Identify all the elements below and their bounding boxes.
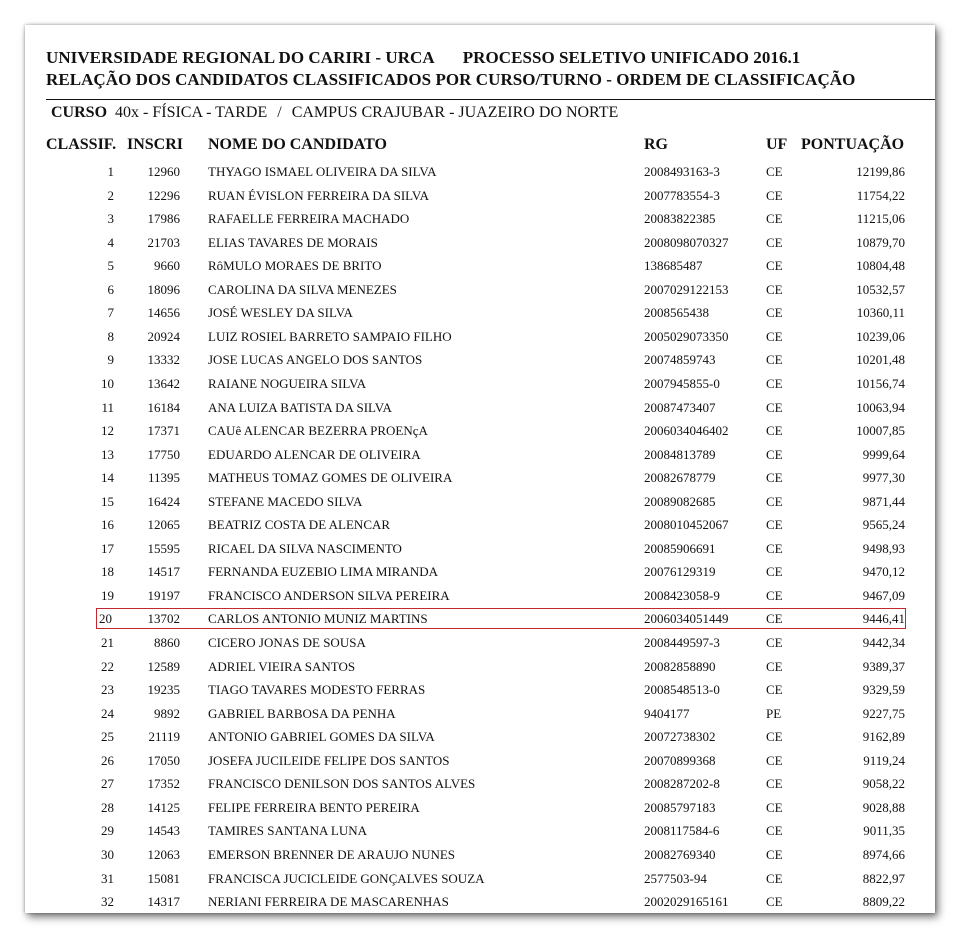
cell-pontuacao: 9162,89 [862,729,905,745]
table-row [25,185,935,208]
cell-pontuacao: 10879,70 [856,234,905,250]
cell-pontuacao: 9565,24 [862,517,905,533]
cell-pontuacao: 9058,22 [862,776,905,792]
cell-rg: 2008548513-0 [644,682,720,698]
cell-nome: STEFANE MACEDO SILVA [208,493,363,509]
cell-inscri: 12960 [147,164,180,179]
col-rg: RG [644,136,668,153]
table-row [25,444,935,467]
cell-pontuacao: 11754,22 [856,187,905,203]
cell-nome: CAROLINA DA SILVA MENEZES [208,281,397,297]
cell-nome: JOSE LUCAS ANGELO DOS SANTOS [208,352,423,368]
cell-nome: CAUê ALENCAR BEZERRA PROENçA [208,423,428,439]
cell-inscri: 12589 [147,658,180,674]
cell-pontuacao: 8974,66 [862,846,905,862]
cell-pontuacao: 10201,48 [856,352,905,368]
cell-classif: 8 [107,328,114,344]
cell-uf: PE [766,705,782,721]
cell-classif: 16 [101,517,114,533]
col-uf: UF [766,136,788,153]
table-row [25,797,935,820]
cell-pontuacao: 9028,88 [862,799,905,815]
table-row [25,514,935,537]
cell-uf: CE [766,187,783,203]
cell-classif: 11 [101,399,114,415]
cell-nome: THYAGO ISMAEL OLIVEIRA DA SILVA [208,164,437,179]
cell-uf: CE [766,776,783,792]
cell-nome: ADRIEL VIEIRA SANTOS [208,658,356,674]
cell-inscri: 14543 [147,823,180,839]
cell-nome: ANTONIO GABRIEL GOMES DA SILVA [208,729,435,745]
cell-nome: GABRIEL BARBOSA DA PENHA [208,705,396,721]
cell-rg: 2007945855-0 [644,375,720,391]
cell-inscri: 12065 [147,517,180,533]
cell-rg: 2008423058-9 [644,587,720,603]
header-divider [46,99,935,100]
cell-inscri: 17986 [147,211,180,227]
cell-rg: 2008493163-3 [644,164,720,179]
table-row [25,679,935,702]
cell-pontuacao: 9999,64 [862,446,905,462]
document-title [46,47,855,91]
list-subtitle: RELAÇÃO DOS CANDIDATOS CLASSIFICADOS POR CURSO/TURNO - ORDEM DE CLASSIFICAÇÃO [46,70,856,89]
table-row [25,208,935,231]
cell-inscri: 14125 [147,799,180,815]
table-row [25,467,935,490]
cell-pontuacao: 10804,48 [856,258,905,274]
cell-pontuacao: 10360,11 [856,305,905,321]
cell-nome: FELIPE FERREIRA BENTO PEREIRA [208,799,420,815]
cell-rg: 20089082685 [644,493,716,509]
cell-nome: FRANCISCO ANDERSON SILVA PEREIRA [208,587,450,603]
cell-classif: 32 [101,894,114,910]
cell-nome: RôMULO MORAES DE BRITO [208,258,382,274]
course-separator: / [277,104,282,121]
cell-rg: 2008010452067 [644,517,729,533]
cell-uf: CE [766,658,783,674]
cell-pontuacao: 9871,44 [862,493,905,509]
cell-rg: 2577503-94 [644,870,707,886]
cell-nome: RAFAELLE FERREIRA MACHADO [208,211,410,227]
table-row [25,302,935,325]
cell-inscri: 21119 [148,729,180,745]
table-row [25,656,935,679]
cell-uf: CE [766,752,783,768]
cell-inscri: 16424 [147,493,180,509]
cell-pontuacao: 9389,37 [862,658,905,674]
cell-rg: 20070899368 [644,752,716,768]
cell-rg: 2008098070327 [644,234,729,250]
cell-uf: CE [766,611,783,627]
cell-nome: RUAN ÉVISLON FERREIRA DA SILVA [208,187,430,203]
cell-nome: JOSEFA JUCILEIDE FELIPE DOS SANTOS [208,752,450,768]
cell-uf: CE [766,399,783,415]
cell-classif: 3 [107,211,114,227]
cell-uf: CE [766,799,783,815]
cell-rg: 2008565438 [644,305,709,321]
col-pontuacao: PONTUAÇÃO [801,136,905,153]
col-inscri: INSCRI [127,136,184,153]
table-row [25,538,935,561]
cell-classif: 19 [101,587,114,603]
cell-uf: CE [766,281,783,297]
cell-inscri: 12063 [147,846,180,862]
cell-uf: CE [766,211,783,227]
course-info [51,104,618,122]
cell-inscri: 17371 [147,423,180,439]
cell-uf: CE [766,587,783,603]
cell-nome: BEATRIZ COSTA DE ALENCAR [208,517,391,533]
cell-classif: 29 [101,823,114,839]
cell-rg: 9404177 [644,705,690,721]
campus-name: CAMPUS CRAJUBAR - JUAZEIRO DO NORTE [291,104,619,121]
cell-inscri: 9660 [154,258,180,274]
cell-uf: CE [766,870,783,886]
cell-classif: 21 [101,635,114,650]
cell-nome: TAMIRES SANTANA LUNA [208,823,367,839]
cell-uf: CE [766,682,783,698]
cell-rg: 20083822385 [644,211,716,227]
cell-classif: 4 [107,234,114,250]
table-row [25,585,935,608]
table-row [25,820,935,843]
table-row [25,255,935,278]
cell-nome: MATHEUS TOMAZ GOMES DE OLIVEIRA [208,470,453,486]
cell-inscri: 15595 [147,540,180,556]
cell-classif: 14 [101,470,114,486]
cell-rg: 2006034051449 [644,611,729,627]
cell-classif: 24 [101,705,114,721]
table-row-highlighted [25,608,935,631]
table-row [25,632,935,655]
cell-nome: CICERO JONAS DE SOUSA [208,635,366,650]
table-row [25,326,935,349]
cell-pontuacao: 9977,30 [862,470,905,486]
cell-inscri: 9892 [154,705,180,721]
cell-inscri: 12296 [147,187,180,203]
cell-uf: CE [766,446,783,462]
cell-pontuacao: 10156,74 [856,375,905,391]
cell-pontuacao: 9498,93 [862,540,905,556]
cell-rg: 2008287202-8 [644,776,720,792]
cell-pontuacao: 10063,94 [856,399,905,415]
cell-pontuacao: 9446,41 [862,611,905,627]
cell-rg: 20076129319 [644,564,716,580]
cell-inscri: 14517 [147,564,180,580]
cell-inscri: 19197 [147,587,180,603]
cell-uf: CE [766,894,783,910]
cell-uf: CE [766,846,783,862]
cell-rg: 20082769340 [644,846,716,862]
table-row [25,279,935,302]
cell-uf: CE [766,305,783,321]
cell-rg: 20082858890 [644,658,716,674]
cell-nome: JOSÉ WESLEY DA SILVA [208,305,353,321]
cell-rg: 20082678779 [644,470,716,486]
cell-pontuacao: 9227,75 [862,705,905,721]
cell-nome: RAIANE NOGUEIRA SILVA [208,375,367,391]
cell-classif: 18 [101,564,114,580]
cell-nome: FERNANDA EUZEBIO LIMA MIRANDA [208,564,439,580]
cell-inscri: 17750 [147,446,180,462]
cell-rg: 20084813789 [644,446,716,462]
cell-uf: CE [766,328,783,344]
table-row [25,726,935,749]
cell-inscri: 14656 [147,305,180,321]
cell-inscri: 14317 [147,894,180,910]
cell-uf: CE [766,258,783,274]
cell-nome: EDUARDO ALENCAR DE OLIVEIRA [208,446,421,462]
cell-rg: 20072738302 [644,729,716,745]
cell-inscri: 17352 [147,776,180,792]
course-label: CURSO [51,104,108,121]
cell-classif: 12 [101,423,114,439]
cell-rg: 2007029122153 [644,281,729,297]
cell-rg: 138685487 [644,258,703,274]
cell-classif: 28 [101,799,114,815]
cell-rg: 20085906691 [644,540,716,556]
cell-inscri: 13702 [147,611,180,627]
cell-uf: CE [766,352,783,368]
cell-rg: 20085797183 [644,799,716,815]
cell-classif: 7 [107,305,114,321]
table-row [25,891,935,913]
cell-classif: 5 [107,258,114,274]
table-row [25,373,935,396]
table-row [25,773,935,796]
cell-inscri: 21703 [147,234,180,250]
cell-rg: 2006034046402 [644,423,729,439]
cell-nome: NERIANI FERREIRA DE MASCARENHAS [208,894,449,910]
cell-inscri: 15081 [147,870,180,886]
cell-classif: 17 [101,540,114,556]
cell-pontuacao: 10007,85 [856,423,905,439]
process-name: PROCESSO SELETIVO UNIFICADO 2016.1 [462,48,801,67]
cell-nome: FRANCISCA JUCICLEIDE GONÇALVES SOUZA [208,870,485,886]
cell-inscri: 13642 [147,375,180,391]
table-row [25,844,935,867]
cell-inscri: 17050 [147,752,180,768]
cell-rg: 20074859743 [644,352,716,368]
cell-uf: CE [766,517,783,533]
cell-uf: CE [766,164,783,179]
cell-rg: 2002029165161 [644,894,729,910]
table-row [25,750,935,773]
cell-uf: CE [766,493,783,509]
cell-pontuacao: 9119,24 [863,752,905,768]
table-row [25,232,935,255]
cell-classif: 27 [101,776,114,792]
cell-classif: 2 [107,187,114,203]
cell-nome: ANA LUIZA BATISTA DA SILVA [208,399,392,415]
cell-classif: 15 [101,493,114,509]
table-row [25,349,935,372]
cell-pontuacao: 12199,86 [856,164,905,179]
cell-rg: 2005029073350 [644,328,729,344]
university-name: UNIVERSIDADE REGIONAL DO CARIRI - URCA [46,48,435,67]
table-row [25,561,935,584]
cell-nome: TIAGO TAVARES MODESTO FERRAS [208,682,426,698]
cell-nome: FRANCISCO DENILSON DOS SANTOS ALVES [208,776,476,792]
cell-classif: 30 [101,846,114,862]
cell-classif: 10 [101,375,114,391]
cell-inscri: 20924 [147,328,180,344]
cell-uf: CE [766,635,783,650]
document-page [25,25,935,913]
table-row [25,397,935,420]
cell-classif: 25 [101,729,114,745]
cell-pontuacao: 9470,12 [862,564,905,580]
cell-inscri: 13332 [147,352,180,368]
cell-uf: CE [766,729,783,745]
cell-uf: CE [766,375,783,391]
cell-nome: EMERSON BRENNER DE ARAUJO NUNES [208,846,456,862]
cell-pontuacao: 11215,06 [856,211,905,227]
cell-uf: CE [766,234,783,250]
cell-rg: 2007783554-3 [644,187,720,203]
cell-uf: CE [766,470,783,486]
cell-nome: ELIAS TAVARES DE MORAIS [208,234,378,250]
cell-rg: 2008449597-3 [644,635,720,650]
table-row [25,868,935,891]
cell-inscri: 11395 [147,470,180,486]
cell-inscri: 18096 [147,281,180,297]
cell-classif: 26 [101,752,114,768]
table-row [25,161,935,184]
cell-classif: 31 [101,870,114,886]
col-classif: CLASSIF. [46,136,117,153]
course-name: 40x - FÍSICA - TARDE [115,104,268,121]
cell-inscri: 8860 [154,635,180,650]
cell-nome: LUIZ ROSIEL BARRETO SAMPAIO FILHO [208,328,452,344]
cell-rg: 2008117584-6 [644,823,720,839]
cell-pontuacao: 10239,06 [856,328,905,344]
cell-classif: 6 [107,281,114,297]
cell-uf: CE [766,423,783,439]
cell-rg: 20087473407 [644,399,716,415]
cell-classif: 13 [101,446,114,462]
table-row [25,420,935,443]
cell-pontuacao: 10532,57 [856,281,905,297]
cell-classif: 22 [101,658,114,674]
cell-pontuacao: 9011,35 [863,823,905,839]
cell-classif: 20 [99,611,112,627]
cell-uf: CE [766,823,783,839]
cell-pontuacao: 8822,97 [862,870,905,886]
table-row [25,491,935,514]
cell-nome: CARLOS ANTONIO MUNIZ MARTINS [208,611,428,627]
cell-uf: CE [766,564,783,580]
cell-inscri: 19235 [147,682,180,698]
cell-classif: 23 [101,682,114,698]
cell-pontuacao: 9442,34 [862,635,905,650]
cell-pontuacao: 9329,59 [862,682,905,698]
col-nome: NOME DO CANDIDATO [208,136,387,153]
table-row [25,703,935,726]
cell-nome: RICAEL DA SILVA NASCIMENTO [208,540,402,556]
cell-classif: 1 [107,164,114,179]
cell-uf: CE [766,540,783,556]
cell-classif: 9 [107,352,114,368]
cell-pontuacao: 8809,22 [862,894,905,910]
cell-pontuacao: 9467,09 [862,587,905,603]
cell-inscri: 16184 [147,399,180,415]
